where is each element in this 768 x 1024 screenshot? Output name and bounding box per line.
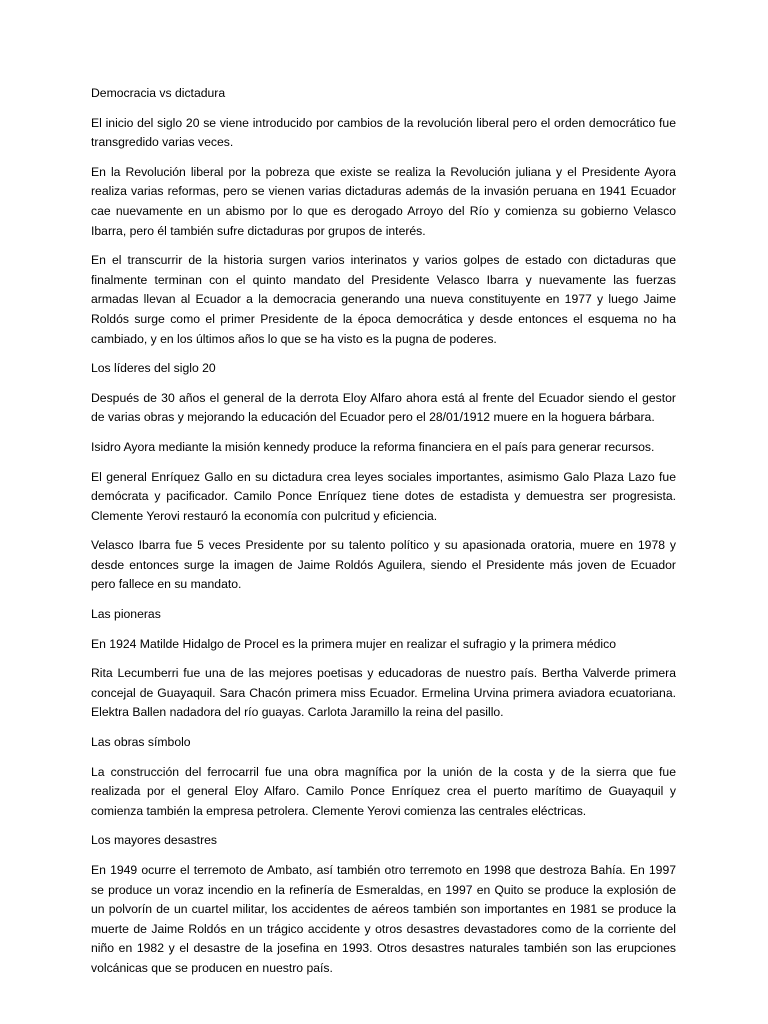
paragraph: La construcción del ferrocarril fue una obra magnífica por la unión de la costa y de la sierra que fue realizada por el general Eloy Alfaro. Camilo Ponce Enríquez crea el puerto marítimo de Guayaquil y comienza también la empresa petrolera. Clemente Yerovi comienza las centrales eléctricas. bbox=[91, 764, 676, 818]
document-page bbox=[91, 84, 676, 989]
paragraph: Después de 30 años el general de la derrota Eloy Alfaro ahora está al frente del Ecuador siendo el gestor de varias obras y mejorando la educación del Ecuador pero el 28/01/1912 muere en la hoguera bárbara. bbox=[91, 390, 676, 425]
paragraph: En 1924 Matilde Hidalgo de Procel es la primera mujer en realizar el sufragio y la primera médico bbox=[91, 636, 616, 651]
paragraph: En el transcurrir de la historia surgen varios interinatos y varios golpes de estado con dictaduras que finalmente terminan con el quinto mandato del Presidente Velasco Ibarra y nuevamente las fuerzas armadas llevan al Ecuador a la democracia generando una nueva constituyente en 1977 y luego Jaime Roldós surge como el primer Presidente de la época democrática y desde entonces el esquema no ha cambiado, y en los últimos años lo que se ha visto es la pugna de poderes. bbox=[91, 253, 676, 346]
paragraph: Isidro Ayora mediante la misión kennedy produce la reforma financiera en el país para generar recursos. bbox=[91, 439, 655, 454]
section-heading-desastres: Los mayores desastres bbox=[91, 833, 217, 848]
section-heading-obras: Las obras símbolo bbox=[91, 735, 191, 750]
paragraph: En 1949 ocurre el terremoto de Ambato, así también otro terremoto en 1998 que destroza Bahía. En 1997 se produce un voraz incendio en la refinería de Esmeraldas, en 1997 en Quito se produce la explosión de un polvorín de un cuartel militar, los accidentes de aéreos también son importantes en 1981 se produce la muerte de Jaime Roldós en un trágico accidente y otros desastres devastadores como de la corriente del niño en 1982 y el desastre de la josefina en 1993. Otros desastres naturales también son las erupciones volcánicas que se producen en nuestro país. bbox=[91, 863, 676, 975]
paragraph: El inicio del siglo 20 se viene introducido por cambios de la revolución liberal pero el orden democrático fue transgredido varias veces. bbox=[91, 115, 676, 150]
section-heading-lideres: Los líderes del siglo 20 bbox=[91, 361, 216, 376]
paragraph: Rita Lecumberri fue una de las mejores poetisas y educadoras de nuestro país. Bertha Valverde primera concejal de Guayaquil. Sara Chacón primera miss Ecuador. Ermelina Urvina primera aviadora ecuatoriana. Elektra Ballen nadadora del río guayas. Carlota Jaramillo la reina del pasillo. bbox=[91, 666, 676, 720]
paragraph: Velasco Ibarra fue 5 veces Presidente por su talento político y su apasionada oratoria, muere en 1978 y desde entonces surge la imagen de Jaime Roldós Aguilera, siendo el Presidente más joven de Ecuador pero fallece en su mandato. bbox=[91, 538, 676, 592]
section-heading-democracia: Democracia vs dictadura bbox=[91, 86, 226, 100]
section-heading-pioneras: Las pioneras bbox=[91, 607, 161, 622]
paragraph: El general Enríquez Gallo en su dictadura crea leyes sociales importantes, asimismo Galo Plaza Lazo fue demócrata y pacificador. Camilo Ponce Enríquez tiene dotes de estadista y demuestra ser progresista. Clemente Yerovi restauró la economía con pulcritud y eficiencia. bbox=[91, 469, 676, 523]
paragraph: En la Revolución liberal por la pobreza que existe se realiza la Revolución juliana y el Presidente Ayora realiza varias reformas, pero se vienen varias dictaduras además de la invasión peruana en 1941 Ecuador cae nuevamente en un abismo por lo que es derogado Arroyo del Río y comienza su gobierno Velasco Ibarra, pero él también sufre dictaduras por grupos de interés. bbox=[91, 164, 676, 238]
